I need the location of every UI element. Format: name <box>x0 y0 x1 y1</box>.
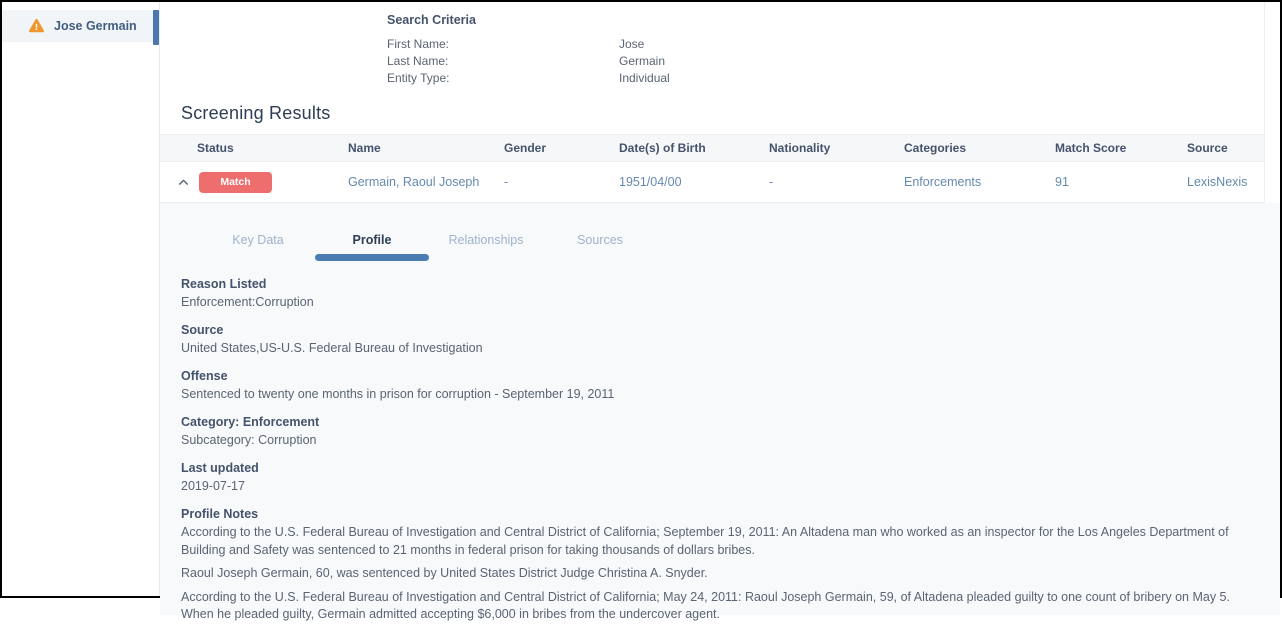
sidebar-item-jose-germain[interactable] <box>2 10 159 42</box>
column-header-status: Status <box>197 141 234 155</box>
search-criteria-panel <box>160 2 1264 87</box>
result-categories: Enforcements <box>904 175 982 189</box>
section-reason-listed: Reason Listed Enforcement:Corruption <box>181 277 314 309</box>
section-source: Source United States,US-U.S. Federal Bureau of Investigation <box>181 323 483 355</box>
tab-key-data[interactable]: Key Data <box>201 233 315 261</box>
section-category: Category: Enforcement Subcategory: Corruption <box>181 415 320 447</box>
results-top-area <box>160 2 1265 203</box>
profile-notes-paragraph: Raoul Joseph Germain, 60, was sentenced by United States District Judge Christina A. Snyder. <box>181 566 708 580</box>
results-table <box>160 134 1264 203</box>
first-name-label: First Name: <box>387 37 450 51</box>
search-criteria-row <box>387 53 1264 70</box>
column-header-nationality: Nationality <box>769 141 831 155</box>
result-source: LexisNexis <box>1187 175 1248 189</box>
column-header-name: Name <box>348 141 381 155</box>
column-header-gender: Gender <box>504 141 547 155</box>
result-dob: 1951/04/00 <box>619 175 682 189</box>
last-name-value: Germain <box>619 54 666 68</box>
app-window <box>2 2 1280 621</box>
sidebar-selected-indicator <box>153 10 159 45</box>
page-title: Screening Results <box>181 103 331 123</box>
column-header-source: Source <box>1187 141 1228 155</box>
column-header-dob: Date(s) of Birth <box>619 141 706 155</box>
status-cell <box>160 171 348 193</box>
detail-tabs <box>201 233 1262 261</box>
profile-notes-paragraph: According to the U.S. Federal Bureau of Investigation and Central District of California; May 24, 2011: Raoul Joseph Germain, 59, of Altadena pleaded guilty to one count of bribery on May 5. When he pleaded guilty, Germain admitted accepting $6,000 in bribes from the undercover agent. <box>181 589 1230 621</box>
profile-sections <box>181 276 1262 624</box>
warning-icon <box>28 18 45 34</box>
main-content <box>160 2 1280 621</box>
tab-underline <box>429 254 543 261</box>
section-profile-notes: Profile Notes According to the U.S. Federal Bureau of Investigation and Central District of California; September 19, 2011: An Altadena man who worked as an inspector for the Los Angeles Department of Building and Safety was sentenced to 21 months in federal prison for taking thousands of dollars bribes. Raoul Joseph Germain, 60, was sentenced by United States District Judge Christina A. Snyder. According to the U.S. Federal Bureau of Investigation and Central District of California; May 24, 2011: Raoul Joseph Germain, 59, of Altadena pleaded guilty to one count of bribery on May 5. When he pleaded guilty, Germain admitted accepting $6,000 in bribes from the undercover agent. <box>181 506 1262 624</box>
result-nationality: - <box>769 175 774 189</box>
first-name-value: Jose <box>619 37 645 51</box>
collapse-row-button[interactable] <box>172 171 194 193</box>
tab-underline <box>543 254 657 261</box>
tab-profile[interactable]: Profile <box>315 233 429 261</box>
section-offense: Offense Sentenced to twenty one months in prison for corruption - September 19, 2011 <box>181 369 615 401</box>
tab-sources[interactable]: Sources <box>543 233 657 261</box>
chevron-up-icon <box>177 176 190 189</box>
entity-type-label: Entity Type: <box>387 71 450 85</box>
column-header-match-score: Match Score <box>1055 141 1127 155</box>
result-match-score: 91 <box>1055 175 1069 189</box>
section-last-updated: Last updated 2019-07-17 <box>181 461 259 493</box>
result-name-link[interactable]: Germain, Raoul Joseph <box>348 175 480 189</box>
tab-underline <box>201 254 315 261</box>
profile-notes-paragraph: According to the U.S. Federal Bureau of Investigation and Central District of California; September 19, 2011: An Altadena man who worked as an inspector for the Los Angeles Department of Building and Safety was sentenced to 21 months in federal prison for taking thousands of dollars bribes. <box>181 525 1229 557</box>
last-name-label: Last Name: <box>387 54 449 68</box>
column-header-categories: Categories <box>904 141 967 155</box>
result-gender: - <box>504 175 509 189</box>
entity-type-value: Individual <box>619 71 670 85</box>
search-criteria-row <box>387 36 1264 53</box>
table-row <box>160 162 1264 203</box>
match-status-badge[interactable]: Match <box>199 172 272 193</box>
tab-relationships[interactable]: Relationships <box>429 233 543 261</box>
active-tab-underline <box>315 254 429 261</box>
results-sidebar <box>2 2 160 596</box>
sidebar-item-label: Jose Germain <box>54 19 137 33</box>
table-header-row <box>160 134 1264 162</box>
search-criteria-title: Search Criteria <box>387 13 476 27</box>
result-detail-panel <box>160 203 1280 621</box>
search-criteria-row <box>387 70 1264 87</box>
